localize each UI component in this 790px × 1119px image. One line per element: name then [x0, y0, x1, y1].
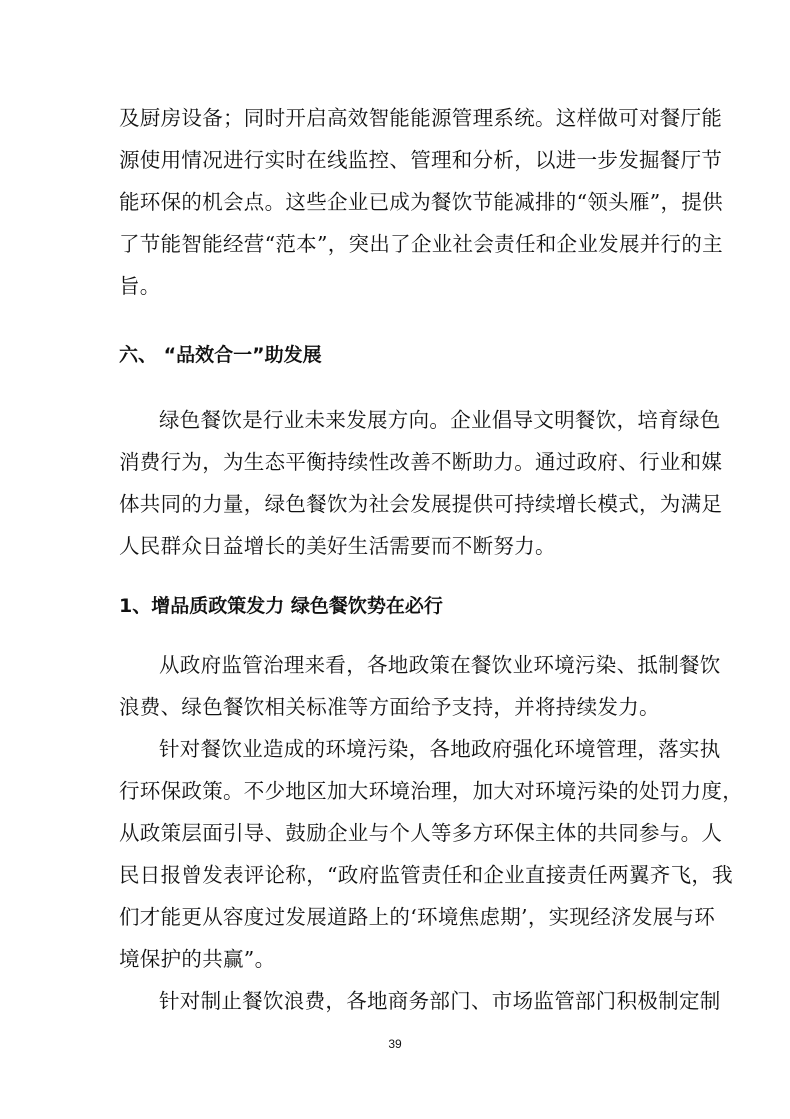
paragraph-line: 能环保的机会点。这些企业已成为餐饮节能减排的“领头雁”，提供 [119, 190, 723, 214]
paragraph-line: 源使用情况进行实时在线监控、管理和分析，以进一步发掘餐厅节 [119, 148, 723, 172]
paragraph-line: 民日报曾发表评论称，“政府监管责任和企业直接责任两翼齐飞，我 [119, 863, 733, 887]
subsection-heading: 1、增品质政策发力 绿色餐饮势在必行 [119, 595, 443, 617]
paragraph-line: 体共同的力量，绿色餐饮为社会发展提供可持续增长模式，为满足 [119, 492, 723, 516]
paragraph-line: 从政策层面引导、鼓励企业与个人等多方环保主体的共同参与。人 [119, 821, 723, 845]
paragraph-line: 针对餐饮业造成的环境污染，各地政府强化环境管理，落实执 [159, 737, 721, 761]
paragraph-line: 境保护的共赢”。 [119, 947, 276, 971]
paragraph-line: 针对制止餐饮浪费，各地商务部门、市场监管部门积极制定制 [159, 989, 721, 1013]
paragraph-line: 从政府监管治理来看，各地政策在餐饮业环境污染、抵制餐饮 [159, 653, 721, 677]
paragraph-line: 旨。 [119, 274, 161, 298]
paragraph-line: 们才能更从容度过发展道路上的‘环境焦虑期’，实现经济发展与环 [119, 905, 716, 929]
paragraph-line: 消费行为，为生态平衡持续性改善不断助力。通过政府、行业和媒 [119, 450, 723, 474]
paragraph-line: 浪费、绿色餐饮相关标准等方面给予支持，并将持续发力。 [119, 695, 660, 719]
page-number: 39 [388, 1037, 402, 1051]
paragraph-line: 行环保政策。不少地区加大环境治理，加大对环境污染的处罚力度， [119, 779, 743, 803]
paragraph-line: 及厨房设备；同时开启高效智能能源管理系统。这样做可对餐厅能 [119, 106, 723, 130]
section-heading: 六、 “品效合一”助发展 [119, 344, 322, 366]
paragraph-line: 了节能智能经营“范本”，突出了企业社会责任和企业发展并行的主 [119, 232, 723, 256]
paragraph-line: 绿色餐饮是行业未来发展方向。企业倡导文明餐饮，培育绿色 [159, 408, 721, 432]
paragraph-line: 人民群众日益增长的美好生活需要而不断努力。 [119, 534, 556, 558]
